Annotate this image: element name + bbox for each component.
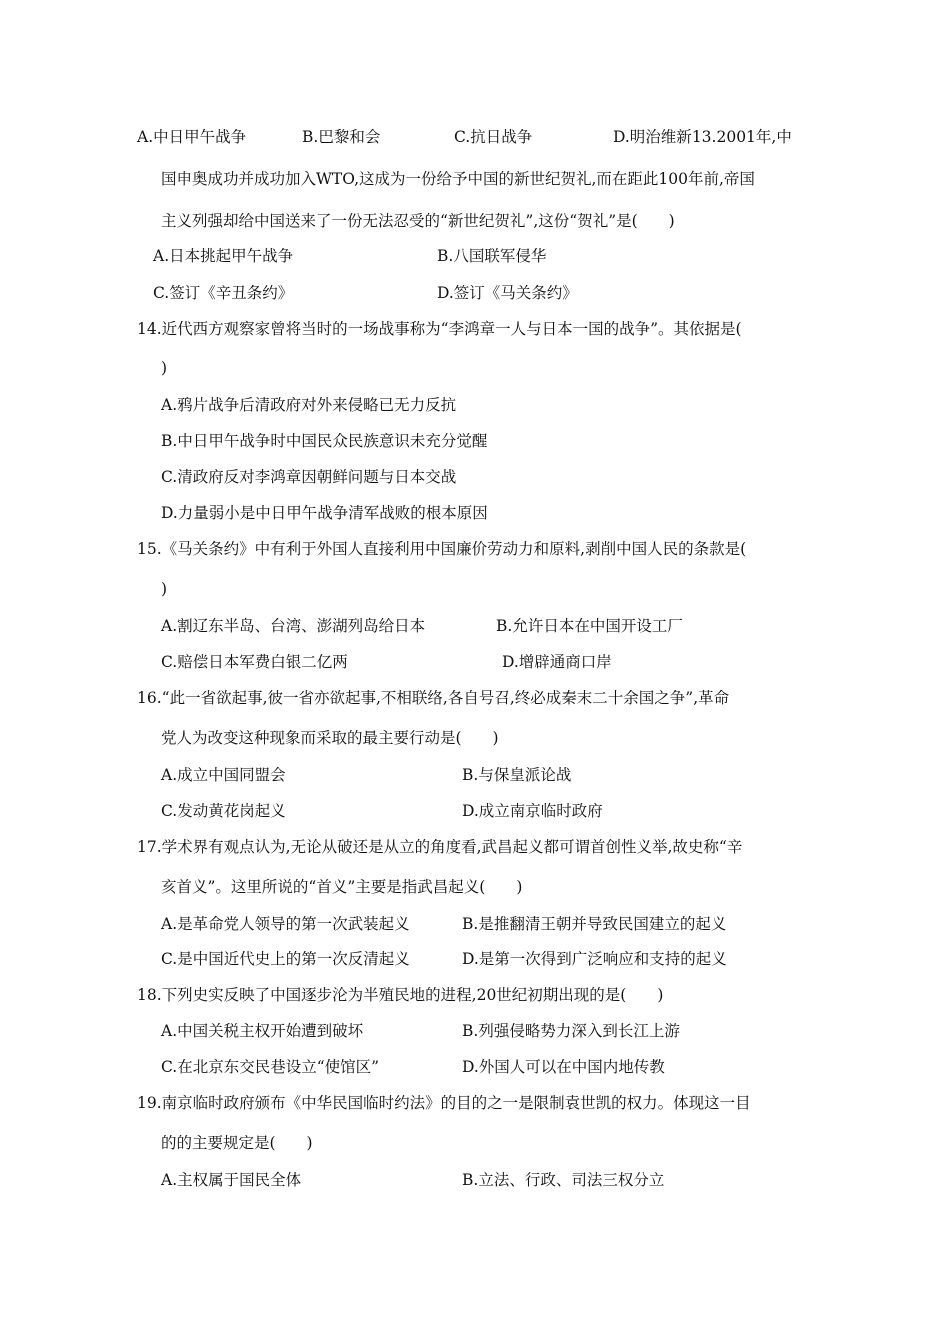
q19-option-a: A.主权属于国民全体 xyxy=(161,1171,302,1189)
q15-stem-line-1: 15.《马关条约》中有利于外国人直接利用中国廉价劳动力和原料,剥削中国人民的条款是( xyxy=(137,540,747,558)
q19-stem-line-2: 的的主要规定是( ) xyxy=(161,1134,313,1152)
q15-option-a: A.割辽东半岛、台湾、澎湖列岛给日本 xyxy=(161,617,426,635)
q14-option-b: B.中日甲午战争时中国民众民族意识未充分觉醒 xyxy=(161,432,488,450)
q16-option-a: A.成立中国同盟会 xyxy=(161,766,286,784)
q16-option-b: B.与保皇派论战 xyxy=(462,766,572,784)
q15-option-d: D.增辟通商口岸 xyxy=(502,653,612,671)
prev-option-b: B.巴黎和会 xyxy=(302,128,381,146)
q19-stem-line-1: 19.南京临时政府颁布《中华民国临时约法》的目的之一是限制袁世凯的权力。体现这一目 xyxy=(137,1094,751,1112)
q14-stem-line-1: 14.近代西方观察家曾将当时的一场战事称为“李鸿章一人与日本一国的战争”。其依据是( xyxy=(137,320,742,338)
prev-option-c: C.抗日战争 xyxy=(454,128,533,146)
prev-option-d-text: D.明治维新 xyxy=(613,128,692,146)
q13-stem-line-1: 2001年,中 xyxy=(716,128,792,146)
q16-stem-line-1: 16.“此一省欲起事,彼一省亦欲起事,不相联络,各自号召,终必成秦末二十余国之争”,革命 xyxy=(137,689,730,707)
q17-option-a: A.是革命党人领导的第一次武装起义 xyxy=(161,915,410,933)
q18-option-b: B.列强侵略势力深入到长江上游 xyxy=(462,1022,680,1040)
q14-option-a: A.鸦片战争后清政府对外来侵略已无力反抗 xyxy=(161,396,457,414)
q17-stem-line-2: 亥首义”。这里所说的“首义”主要是指武昌起义( ) xyxy=(161,878,523,896)
prev-option-a: A.中日甲午战争 xyxy=(137,128,247,146)
q14-stem-line-2: ) xyxy=(161,359,168,377)
q16-stem-line-2: 党人为改变这种现象而采取的最主要行动是( ) xyxy=(161,729,499,747)
q18-option-a: A.中国关税主权开始遭到破坏 xyxy=(161,1022,364,1040)
q15-option-c: C.赔偿日本军费白银二亿两 xyxy=(161,653,348,671)
q18-stem-line-1: 18.下列史实反映了中国逐步沦为半殖民地的进程,20世纪初期出现的是( ) xyxy=(137,986,664,1004)
q17-option-c: C.是中国近代史上的第一次反清起义 xyxy=(161,950,410,968)
q18-option-d: D.外国人可以在中国内地传教 xyxy=(462,1058,665,1076)
q13-number: 13. xyxy=(691,128,717,146)
q18-option-c: C.在北京东交民巷设立“使馆区” xyxy=(161,1058,380,1076)
q16-option-d: D.成立南京临时政府 xyxy=(462,802,603,820)
q13-option-d: D.签订《马关条约》 xyxy=(437,284,578,302)
q15-option-b: B.允许日本在中国开设工厂 xyxy=(496,617,683,635)
q17-option-b: B.是推翻清王朝并导致民国建立的起义 xyxy=(462,915,727,933)
q13-option-b: B.八国联军侵华 xyxy=(437,247,547,265)
q14-option-c: C.清政府反对李鸿章因朝鲜问题与日本交战 xyxy=(161,468,457,486)
q13-stem-line-2: 国申奥成功并成功加入WTO,这成为一份给予中国的新世纪贺礼,而在距此100年前,帝国 xyxy=(161,170,755,188)
q13-option-c: C.签订《辛丑条约》 xyxy=(153,284,294,302)
q17-option-d: D.是第一次得到广泛响应和支持的起义 xyxy=(462,950,727,968)
q16-option-c: C.发动黄花岗起义 xyxy=(161,802,286,820)
prev-option-d xyxy=(613,127,792,147)
q13-option-a: A.日本挑起甲午战争 xyxy=(153,247,294,265)
q17-stem-line-1: 17.学术界有观点认为,无论从破还是从立的角度看,武昌起义都可谓首创性义举,故史称“辛 xyxy=(137,838,743,856)
q13-stem-line-3: 主义列强却给中国送来了一份无法忍受的“新世纪贺礼”,这份“贺礼”是( ) xyxy=(161,212,675,230)
q19-option-b: B.立法、行政、司法三权分立 xyxy=(462,1171,665,1189)
q15-stem-line-2: ) xyxy=(161,580,168,598)
q14-option-d: D.力量弱小是中日甲午战争清军战败的根本原因 xyxy=(161,504,488,522)
